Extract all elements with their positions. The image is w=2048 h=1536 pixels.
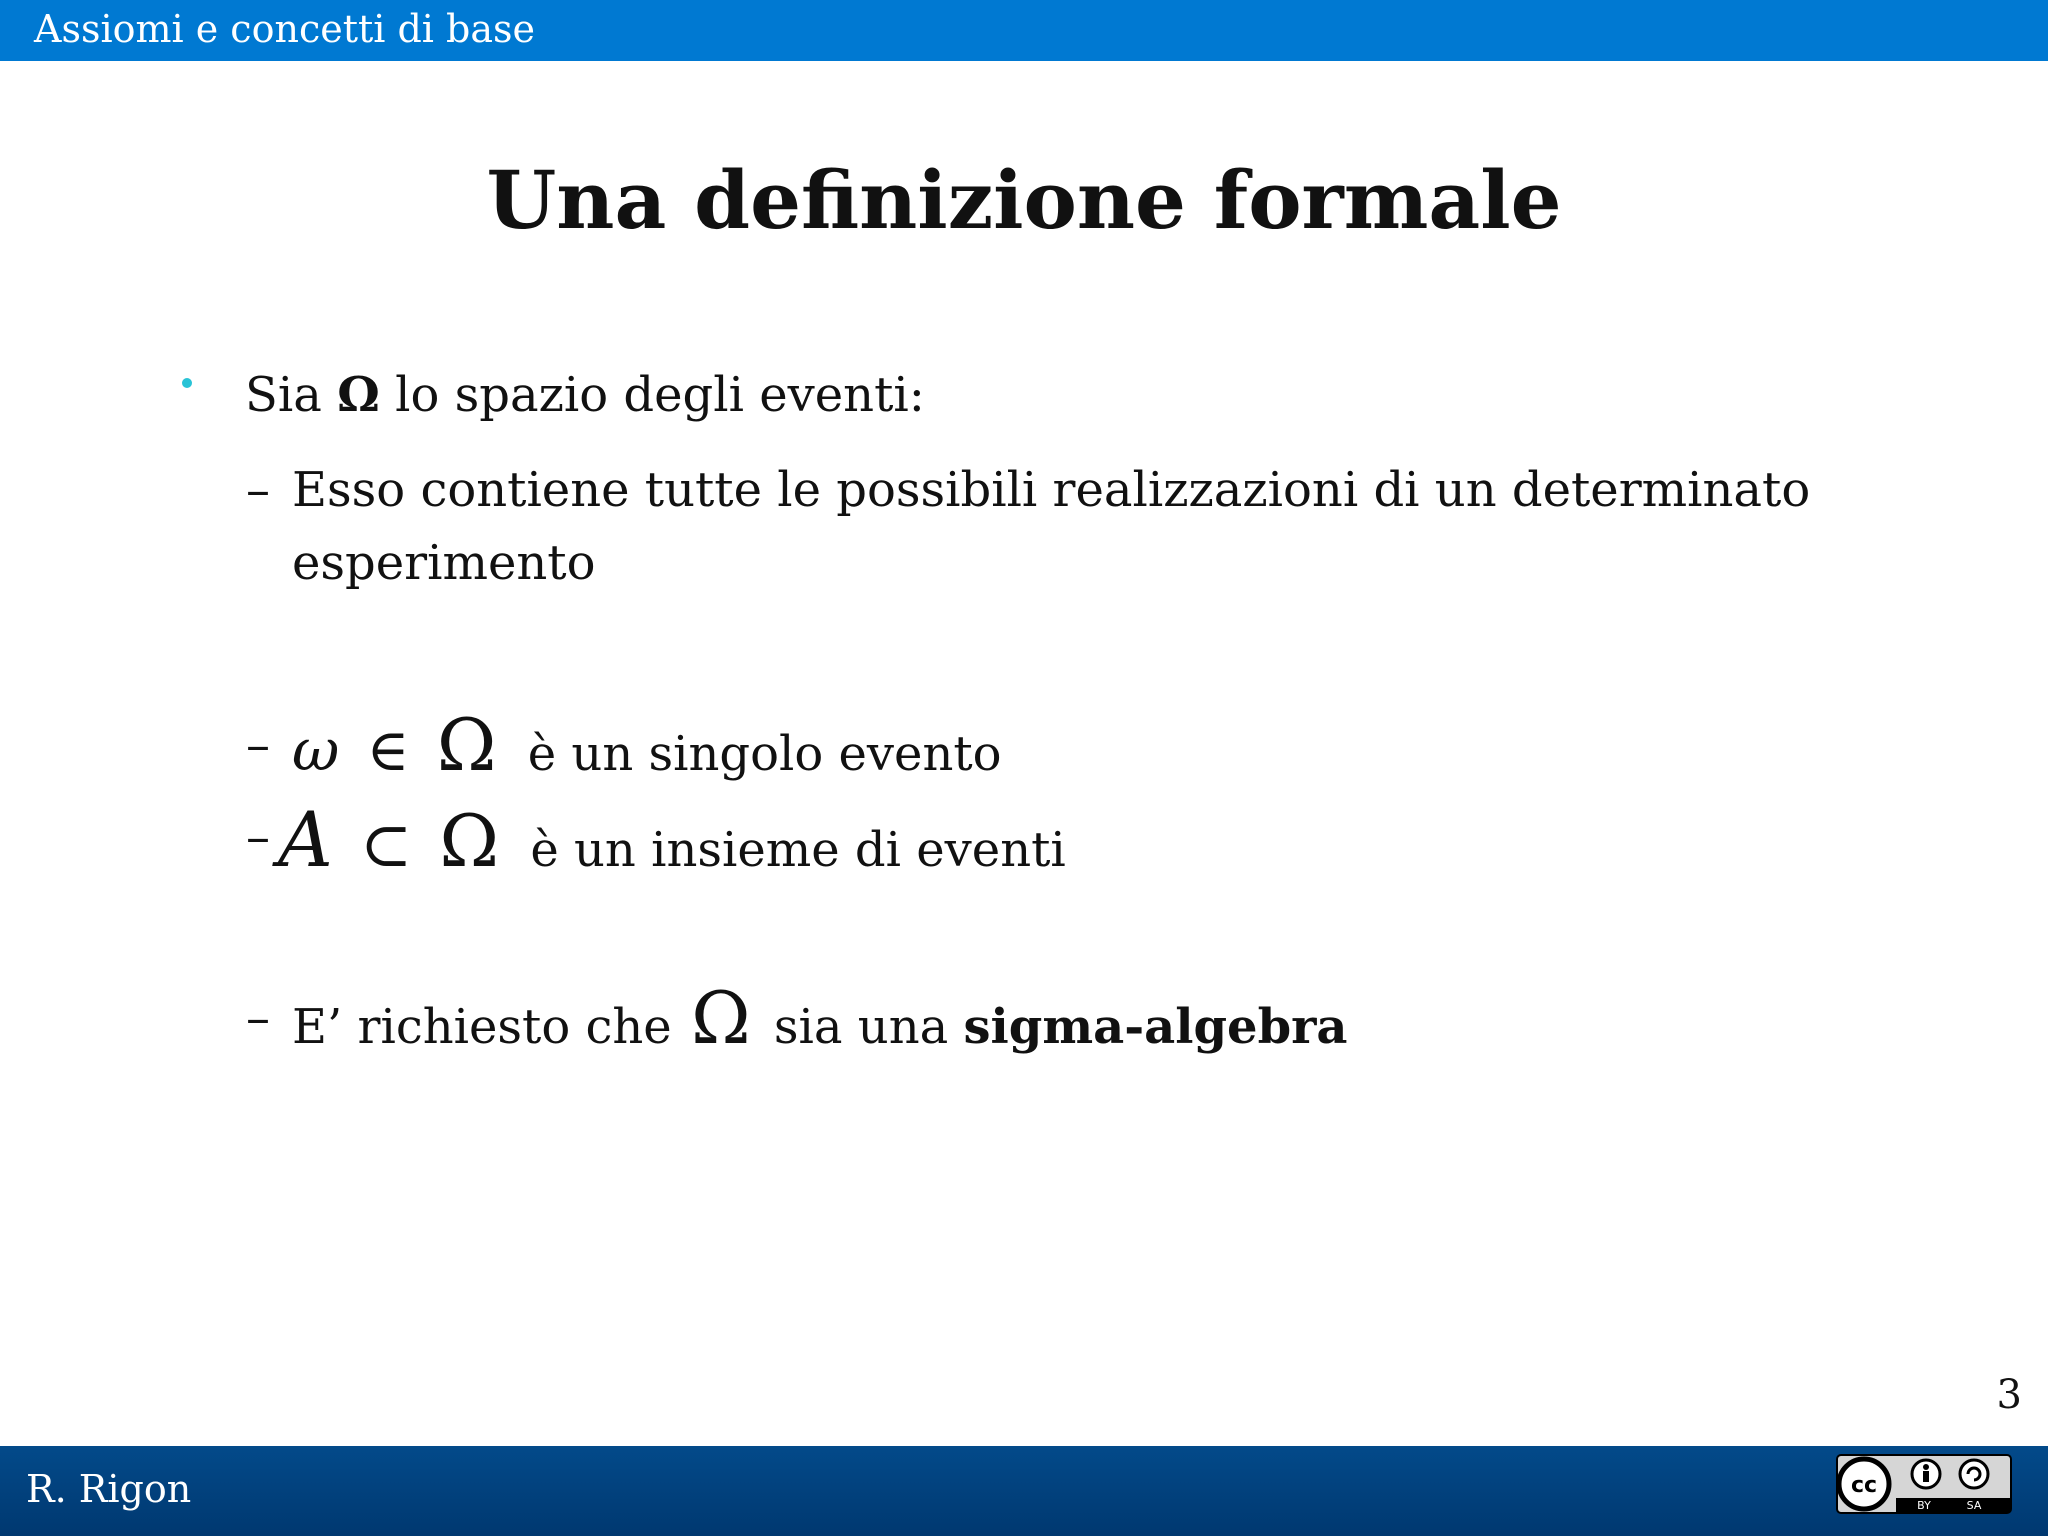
math-omega-set: Ω [439,799,500,883]
footer-bar [0,1446,2048,1536]
bullet-suffix: lo spazio degli eventi: [395,367,925,423]
header-bar [0,0,2048,61]
cc-by-label: BY [1917,1499,1931,1512]
dash-marker: – [246,462,270,518]
math-element-of: ∈ [366,716,410,784]
sub-item-1-line-2: esperimento [292,535,596,591]
dash-marker: – [246,809,270,865]
cc-sa-label: SA [1966,1499,1982,1512]
dash-marker: – [246,990,270,1046]
author-name: R. Rigon [26,1467,192,1511]
page-number: 3 [1996,1372,2022,1418]
slide-title: Una definizione formale [486,153,1562,247]
bullet-dot-icon [182,378,192,388]
section-title: Assiomi e concetti di base [34,7,536,51]
bullet-prefix: Sia [245,367,322,423]
sigma-algebra-term: sigma-algebra [963,999,1348,1055]
sub-item-1-line-1: Esso contiene tutte le possibili realizzazioni di un determinato [292,462,1811,518]
sub-item-3-text: è un insieme di eventi [530,822,1066,878]
bullet-text [245,360,925,430]
math-omega-set: Ω [690,976,751,1060]
sub-item-4-text-before: E’ richiesto che [292,999,672,1055]
sub-item-3 [278,790,1066,900]
dash-marker: – [246,717,270,773]
math-subset-of: ⊂ [360,808,413,881]
sub-item-2 [292,695,1002,804]
math-set-a: A [278,795,333,884]
cc-by-sa-icon [1836,1454,2012,1514]
math-omega-small: ω [292,716,340,784]
sub-item-4 [292,968,1348,1077]
sub-item-2-text: è un singolo evento [527,726,1002,782]
sub-item-4-text-middle: sia una [773,999,949,1055]
math-omega-set: Ω [436,703,497,787]
svg-text:cc: cc [1850,1473,1878,1498]
omega-symbol: Ω [337,367,380,423]
